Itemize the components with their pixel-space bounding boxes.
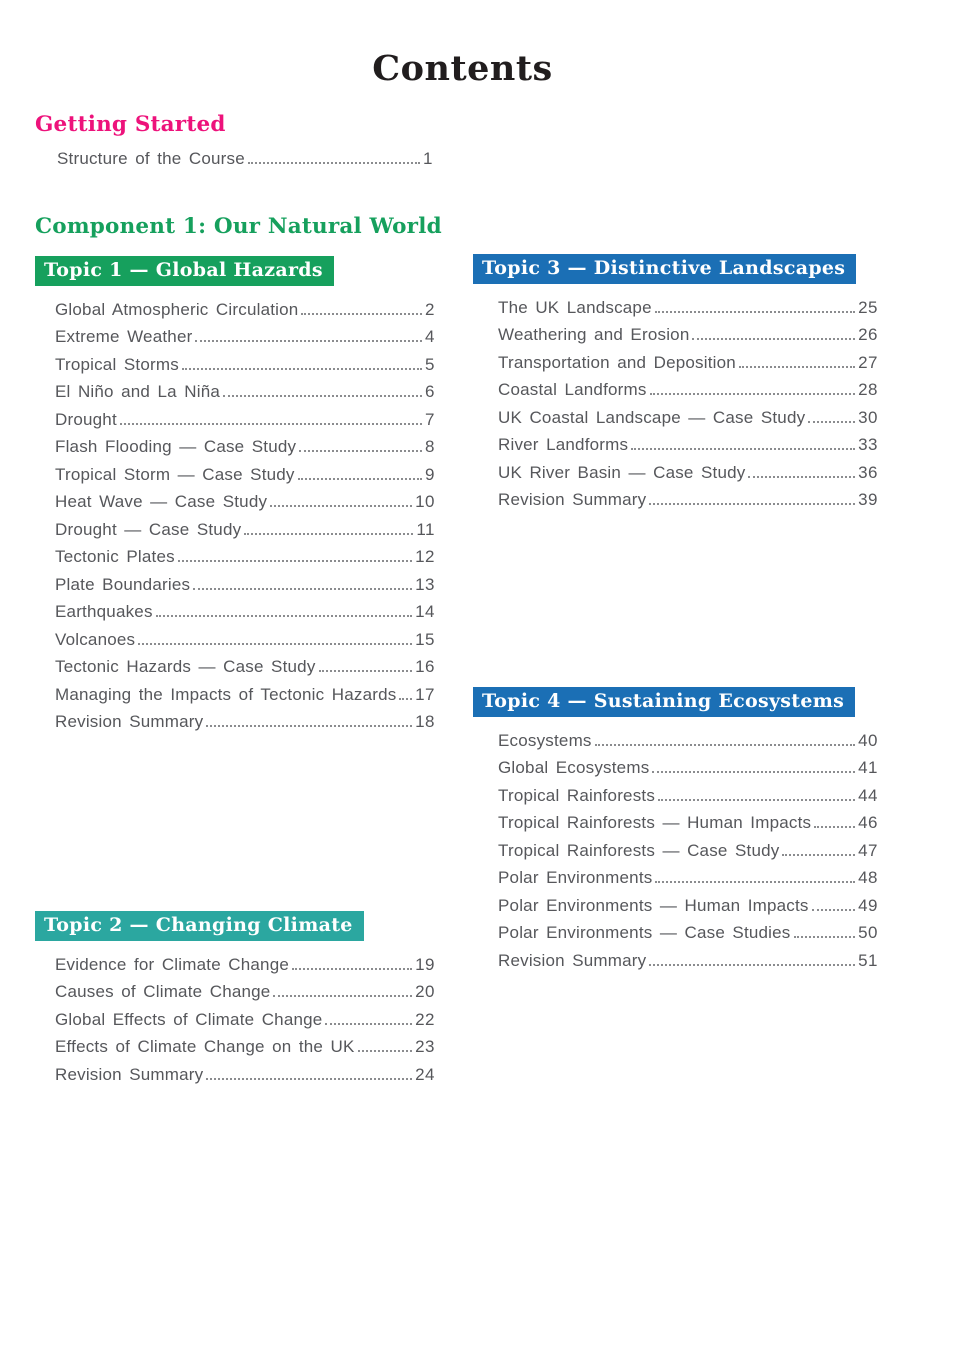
topic-1-banner: Topic 1 — Global Hazards (35, 256, 334, 286)
toc-row (55, 595, 435, 623)
toc-item-label: Global Atmospheric Circulation (55, 299, 299, 319)
leader-dots (358, 1050, 413, 1052)
leader-dots (270, 505, 412, 507)
leader-dots (325, 1023, 412, 1025)
leader-dots (649, 503, 855, 505)
toc-item-label: Coastal Landforms (498, 380, 647, 399)
toc-item-label: Tropical Storms (55, 354, 179, 374)
toc-item-label: Structure of the Course (57, 148, 245, 168)
leader-dots (748, 476, 855, 478)
toc-item-label: Managing the Impacts of Tectonic Hazards (55, 684, 397, 704)
toc-item-label: Effects of Climate Change on the UK (55, 1037, 355, 1056)
leader-dots (739, 366, 855, 368)
toc-item-label: Heat Wave — Case Study (55, 492, 268, 511)
toc-row (55, 705, 435, 733)
leader-dots (782, 854, 855, 856)
leader-dots (156, 615, 412, 617)
leader-dots (206, 1078, 412, 1080)
leader-dots (655, 311, 855, 313)
page-number: 16 (415, 657, 435, 676)
toc-item-label: Revision Summary (55, 712, 204, 731)
toc-row (55, 650, 435, 678)
toc-row (498, 290, 878, 318)
leader-dots (244, 533, 413, 535)
toc-item-label: UK River Basin — Case Study (498, 462, 746, 482)
toc-item-label: Earthquakes (55, 602, 153, 621)
toc-row (498, 455, 878, 483)
toc-item-label: Transportation and Deposition (498, 352, 736, 372)
toc-item-label: Tectonic Plates (55, 547, 175, 566)
getting-started-heading: Getting Started (35, 112, 226, 137)
leader-dots (273, 995, 412, 997)
leader-dots (692, 338, 855, 340)
toc-item-label: Drought (55, 409, 117, 429)
page-number: 2 (425, 299, 435, 319)
page-number: 41 (858, 758, 878, 777)
toc-row (55, 1030, 435, 1058)
leader-dots (182, 368, 422, 370)
toc-row (55, 347, 435, 375)
page-number: 15 (415, 629, 435, 649)
leader-dots (299, 450, 422, 452)
toc-item-label: Tropical Rainforests — Human Impacts (498, 813, 812, 832)
page-number: 13 (415, 574, 435, 594)
toc-row (498, 916, 878, 944)
toc-item-label: Tropical Storm — Case Study (55, 464, 295, 484)
toc-row (498, 373, 878, 401)
toc-row (55, 457, 435, 485)
toc-row (55, 677, 435, 705)
toc-item-label: River Landforms (498, 435, 629, 454)
leader-dots (206, 725, 412, 727)
toc-row (498, 861, 878, 889)
page-number: 4 (425, 327, 435, 346)
page-number: 48 (858, 868, 878, 887)
toc-row (55, 375, 435, 403)
page-number: 7 (425, 409, 435, 429)
leader-dots (631, 448, 855, 450)
page-title: Contents (372, 48, 553, 89)
leader-dots (178, 560, 412, 562)
topic-1-list (55, 292, 435, 732)
leader-dots (248, 162, 420, 164)
toc-item-label: Revision Summary (498, 490, 647, 509)
toc-row (498, 778, 878, 806)
getting-started-list (57, 141, 433, 169)
page-number: 10 (415, 492, 435, 511)
toc-row (55, 1002, 435, 1030)
page-number: 8 (425, 437, 435, 456)
page-number: 49 (858, 895, 878, 915)
toc-item-label: Causes of Climate Change (55, 982, 271, 1001)
topic-2-list (55, 947, 435, 1085)
toc-item-label: Revision Summary (498, 950, 647, 970)
page-number: 11 (416, 519, 435, 539)
toc-item-label: El Niño and La Niña (55, 382, 221, 401)
toc-item-label: Tropical Rainforests (498, 785, 656, 805)
page-number: 44 (858, 785, 878, 805)
toc-row (498, 723, 878, 751)
toc-row (498, 318, 878, 346)
toc-row (498, 483, 878, 511)
leader-dots (808, 421, 855, 423)
leader-dots (319, 670, 413, 672)
leader-dots (301, 313, 422, 315)
toc-row (55, 567, 435, 595)
page-number: 18 (415, 712, 435, 731)
topic-2-banner: Topic 2 — Changing Climate (35, 911, 364, 941)
leader-dots (399, 698, 412, 700)
leader-dots (652, 771, 855, 773)
topic-4-banner: Topic 4 — Sustaining Ecosystems (473, 687, 855, 717)
toc-row (498, 888, 878, 916)
page-number: 20 (415, 982, 435, 1001)
toc-item-label: UK Coastal Landscape — Case Study (498, 407, 806, 427)
topic-4-list (498, 723, 878, 971)
toc-item-label: Global Effects of Climate Change (55, 1009, 323, 1029)
page-number: 9 (425, 464, 435, 484)
toc-item-label: Tectonic Hazards — Case Study (55, 657, 316, 676)
toc-item-label: Plate Boundaries (55, 574, 191, 594)
toc-row (55, 402, 435, 430)
toc-row (498, 345, 878, 373)
toc-row (498, 943, 878, 971)
leader-dots (655, 881, 855, 883)
page-number: 46 (858, 813, 878, 832)
leader-dots (814, 826, 855, 828)
leader-dots (658, 799, 855, 801)
toc-item-label: Extreme Weather (55, 327, 193, 346)
toc-row (55, 320, 435, 348)
page-number: 6 (425, 382, 435, 401)
page-number: 25 (858, 297, 878, 317)
leader-dots (138, 643, 412, 645)
toc-row (57, 141, 433, 169)
page-number: 5 (425, 354, 435, 374)
toc-item-label: Flash Flooding — Case Study (55, 437, 297, 456)
toc-row (55, 947, 435, 975)
toc-row (55, 1057, 435, 1085)
leader-dots (298, 478, 422, 480)
topic-3-list (498, 290, 878, 510)
page-number: 33 (858, 435, 878, 454)
toc-item-label: Weathering and Erosion (498, 325, 690, 344)
toc-row (55, 622, 435, 650)
page-number: 36 (858, 462, 878, 482)
page-number: 28 (858, 380, 878, 399)
toc-row (498, 400, 878, 428)
leader-dots (223, 395, 422, 397)
leader-dots (650, 393, 855, 395)
page-number: 47 (858, 840, 878, 860)
component-1-heading: Component 1: Our Natural World (35, 214, 442, 239)
leader-dots (195, 340, 422, 342)
page-number: 17 (415, 684, 435, 704)
toc-item-label: The UK Landscape (498, 297, 652, 317)
toc-item-label: Polar Environments — Human Impacts (498, 895, 809, 915)
page-number: 24 (415, 1064, 435, 1084)
toc-item-label: Polar Environments (498, 868, 653, 887)
page-number: 40 (858, 730, 878, 750)
toc-item-label: Evidence for Climate Change (55, 954, 290, 974)
toc-item-label: Global Ecosystems (498, 758, 650, 777)
toc-row (55, 512, 435, 540)
page-number: 22 (415, 1009, 435, 1029)
page-number: 1 (423, 148, 433, 168)
toc-item-label: Ecosystems (498, 730, 592, 750)
toc-row (55, 540, 435, 568)
leader-dots (649, 964, 855, 966)
leader-dots (794, 936, 856, 938)
toc-item-label: Revision Summary (55, 1064, 204, 1084)
leader-dots (812, 909, 855, 911)
toc-row (498, 751, 878, 779)
page-number: 39 (858, 490, 878, 509)
toc-item-label: Tropical Rainforests — Case Study (498, 840, 780, 860)
toc-row (498, 428, 878, 456)
toc-item-label: Drought — Case Study (55, 519, 242, 539)
page-number: 51 (858, 950, 878, 970)
page-number: 27 (858, 352, 878, 372)
toc-row (498, 806, 878, 834)
page-number: 26 (858, 325, 878, 344)
page-number: 30 (858, 407, 878, 427)
toc-row (55, 485, 435, 513)
toc-row (55, 430, 435, 458)
toc-row (55, 292, 435, 320)
page-number: 50 (858, 923, 878, 942)
toc-row (55, 975, 435, 1003)
leader-dots (595, 744, 855, 746)
toc-item-label: Volcanoes (55, 629, 136, 649)
leader-dots (292, 968, 412, 970)
toc-item-label: Polar Environments — Case Studies (498, 923, 791, 942)
leader-dots (120, 423, 422, 425)
page-number: 14 (415, 602, 435, 621)
page-number: 19 (415, 954, 435, 974)
page-number: 23 (415, 1037, 435, 1056)
page-number: 12 (415, 547, 435, 566)
leader-dots (193, 588, 412, 590)
toc-row (498, 833, 878, 861)
topic-3-banner: Topic 3 — Distinctive Landscapes (473, 254, 856, 284)
